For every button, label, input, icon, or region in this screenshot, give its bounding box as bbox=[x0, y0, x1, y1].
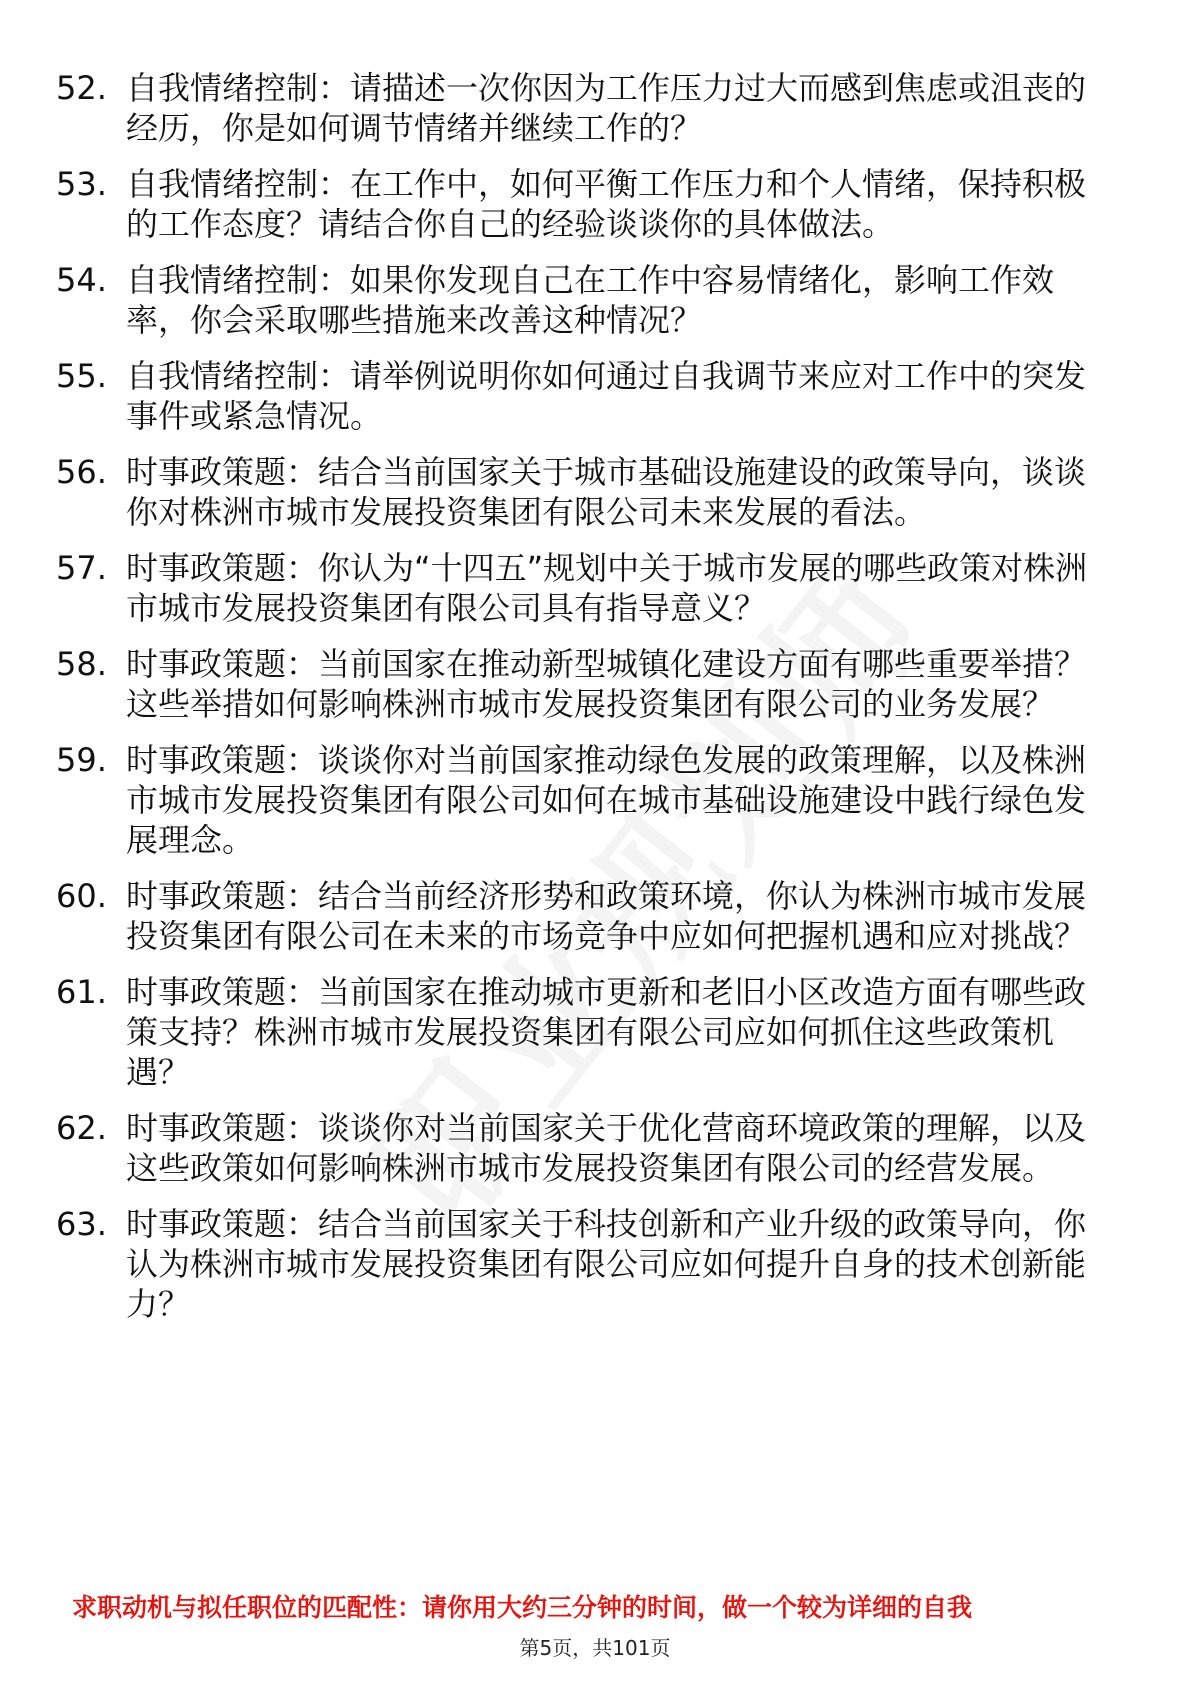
question-text: 自我情绪控制：请举例说明你如何通过自我调节来应对工作中的突发事件或紧急情况。 bbox=[126, 357, 1087, 435]
question-item bbox=[56, 1204, 1116, 1324]
question-item bbox=[56, 1108, 1116, 1188]
question-number: 55. bbox=[56, 357, 107, 395]
question-number: 61. bbox=[56, 973, 107, 1011]
question-item bbox=[56, 876, 1116, 956]
question-number: 56. bbox=[56, 453, 107, 491]
question-item bbox=[56, 356, 1116, 436]
motivation-heading: 求职动机与拟任职位的匹配性：请你用大约三分钟的时间，做一个较为详细的自我 bbox=[72, 1593, 973, 1622]
question-text: 自我情绪控制：如果你发现自己在工作中容易情绪化，影响工作效率，你会采取哪些措施来改善这种情况？ bbox=[126, 261, 1055, 339]
question-text: 时事政策题：结合当前经济形势和政策环境，你认为株洲市城市发展投资集团有限公司在未来的市场竞争中应如何把握机遇和应对挑战？ bbox=[126, 877, 1087, 955]
question-number: 52. bbox=[56, 69, 107, 107]
question-text: 自我情绪控制：在工作中，如何平衡工作压力和个人情绪，保持积极的工作态度？请结合你自己的经验谈谈你的具体做法。 bbox=[126, 165, 1087, 243]
question-item bbox=[56, 644, 1116, 724]
question-item bbox=[56, 68, 1116, 148]
question-item bbox=[56, 740, 1116, 860]
question-number: 58. bbox=[56, 645, 107, 683]
question-text: 时事政策题：当前国家在推动城市更新和老旧小区改造方面有哪些政策支持？株洲市城市发展投资集团有限公司应如何抓住这些政策机遇？ bbox=[126, 973, 1087, 1091]
question-item bbox=[56, 452, 1116, 532]
question-item bbox=[56, 164, 1116, 244]
question-text: 时事政策题：谈谈你对当前国家推动绿色发展的政策理解，以及株洲市城市发展投资集团有限公司如何在城市基础设施建设中践行绿色发展理念。 bbox=[126, 741, 1087, 859]
question-text: 自我情绪控制：请描述一次你因为工作压力过大而感到焦虑或沮丧的经历，你是如何调节情绪并继续工作的？ bbox=[126, 69, 1087, 147]
question-number: 63. bbox=[56, 1205, 107, 1243]
question-text: 时事政策题：你认为“十四五”规划中关于城市发展的哪些政策对株洲市城市发展投资集团有限公司具有指导意义？ bbox=[126, 549, 1088, 627]
page-number: 第5页，共101页 bbox=[519, 1636, 671, 1660]
question-text: 时事政策题：结合当前国家关于城市基础设施建设的政策导向，谈谈你对株洲市城市发展投资集团有限公司未来发展的看法。 bbox=[126, 453, 1087, 531]
question-number: 53. bbox=[56, 165, 107, 203]
question-number: 57. bbox=[56, 549, 107, 587]
question-item bbox=[56, 548, 1116, 628]
question-text: 时事政策题：当前国家在推动新型城镇化建设方面有哪些重要举措？这些举措如何影响株洲市城市发展投资集团有限公司的业务发展？ bbox=[126, 645, 1087, 723]
question-number: 62. bbox=[56, 1109, 107, 1147]
page-footer bbox=[0, 1634, 1190, 1662]
question-number: 60. bbox=[56, 877, 107, 915]
question-text: 时事政策题：谈谈你对当前国家关于优化营商环境政策的理解，以及这些政策如何影响株洲市城市发展投资集团有限公司的经营发展。 bbox=[126, 1109, 1087, 1187]
question-item bbox=[56, 972, 1116, 1092]
question-list bbox=[56, 68, 1116, 1340]
question-number: 59. bbox=[56, 741, 107, 779]
question-text: 时事政策题：结合当前国家关于科技创新和产业升级的政策导向，你认为株洲市城市发展投资集团有限公司应如何提升自身的技术创新能力？ bbox=[126, 1205, 1087, 1323]
question-item bbox=[56, 260, 1116, 340]
question-number: 54. bbox=[56, 261, 107, 299]
